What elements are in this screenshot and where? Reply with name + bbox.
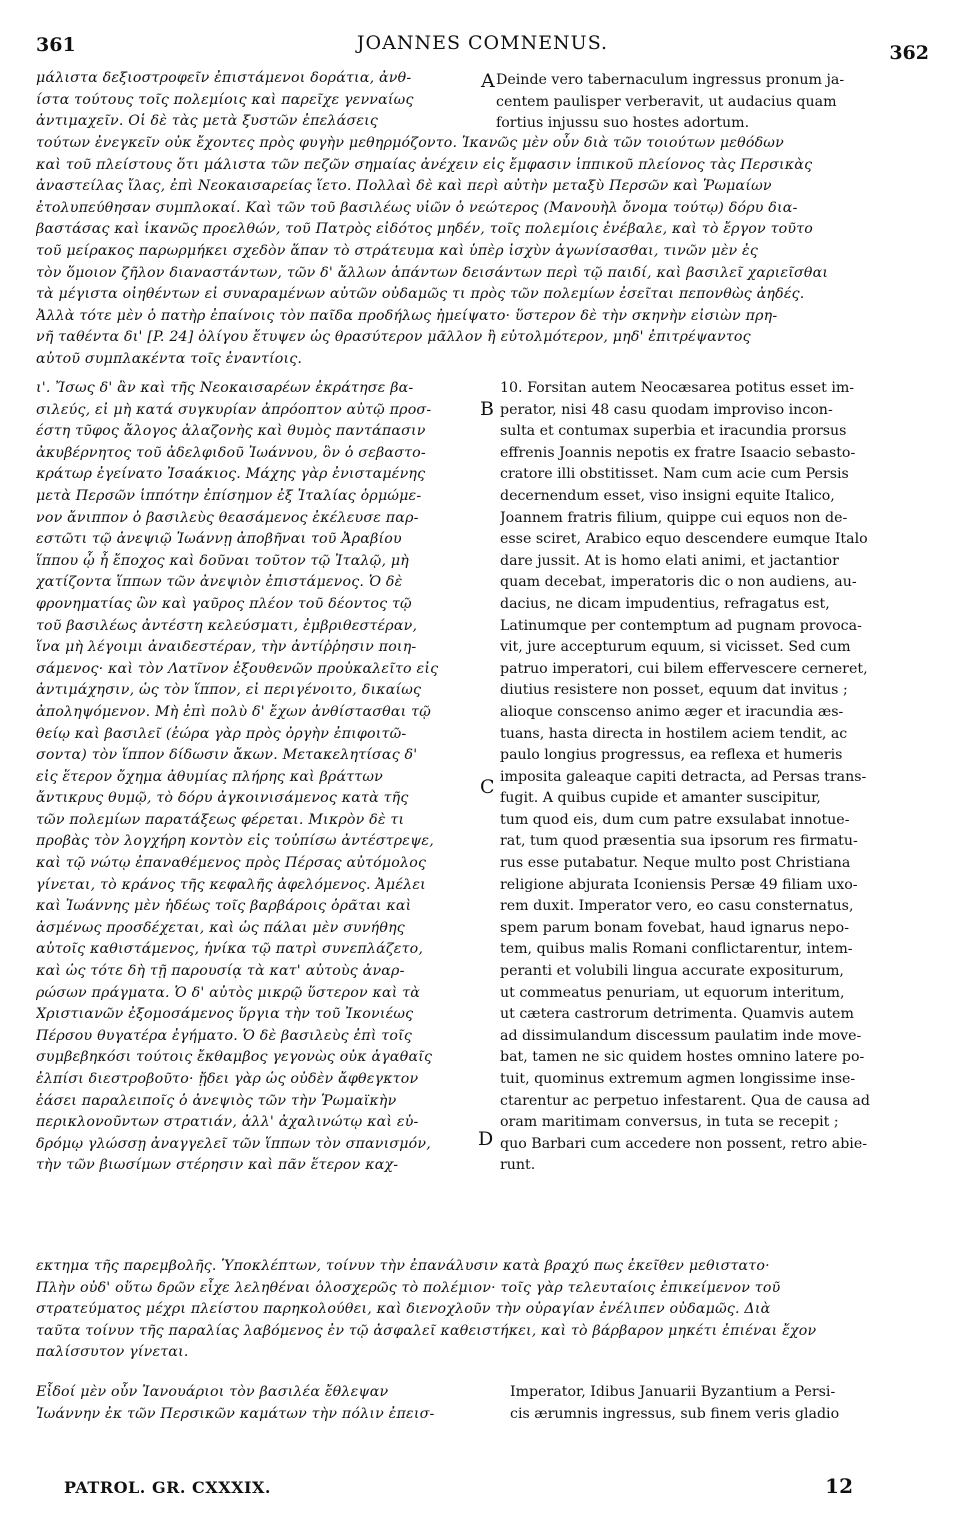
text-line: αὐτοῦ συμπλακέντα τοῖς ἐναντίοις. — [36, 350, 303, 367]
text-line: περικλονοῦντων στρατιάν, ἀλλ' ἀχαλινώτῳ καὶ εὐ- — [36, 1114, 419, 1131]
text-line: ctarentur ac perpetuo infestarent. Qua de causa ad — [500, 1092, 870, 1109]
running-title: JOANNES COMNENUS. — [356, 32, 609, 54]
text-line: Εἶδοί μὲν οὖν Ἰανουάριοι τὸν βασιλέα ἔθλεψαν — [36, 1384, 389, 1400]
text-line: esse sciret, Arabico equo descendere eumque Italo — [500, 531, 868, 548]
page-footer — [64, 1474, 853, 1508]
text-line: vit, jure accepturum equum, si vicisset. Sed cum — [500, 639, 851, 656]
latin-text-bottom — [510, 1382, 934, 1425]
text-line: quo Barbari cum accedere non possent, retro abie- — [500, 1135, 868, 1152]
section-marker-c: C — [480, 776, 495, 798]
text-line: fugit. A quibus cupide et amanter suscipitur, — [500, 790, 821, 807]
text-line: alioque conscenso animo æger et iracundia æs- — [500, 703, 844, 720]
text-line: ἀκυβέρνητος τοῦ ἀδελφιδοῦ Ἰωάννου, ὃν ὁ σεβαστο- — [36, 444, 426, 461]
text-line: σάμενος· καὶ τὸν Λατῖνον ἐξουθενῶν προὐκαλεῖτο εἰς — [36, 660, 439, 677]
text-line: γίνεται, τὸ κράνος τῆς κεφαλῆς ἀφελόμενος. Ἀμέλει — [36, 876, 426, 893]
text-line: Ἰωάννην ἐκ τῶν Περσικῶν καμάτων τὴν πόλιν ἐπεισ- — [36, 1405, 435, 1422]
text-line: σιλεύς, εἰ μὴ κατά συγκυρίαν ἀπρόοπτον αὐτῷ προσ- — [36, 401, 432, 418]
text-line: μάλιστα δεξιοστροφεῖν ἐπιστάμενοι δοράτια, ἀνθ- — [36, 70, 412, 86]
text-line: imposita galeaque capiti detracta, ad Persas trans- — [500, 768, 867, 785]
text-line: νῆ ταθέντα δι' [P. 24] ὀλίγου ἔτυψεν ὡς θρασύτερον μᾶλλον ἢ εὐτολμότερον, μηδ' ἐπιτρέψαντος — [36, 329, 751, 346]
text-line: tem, quibus malis Romani conflictarentur, intem- — [500, 941, 853, 958]
text-line: decernendum esset, viso insigni equite Italico, — [500, 487, 835, 504]
text-line: Χριστιανῶν ἐξομοσάμενος ὕργια τὴν τοῦ Ἰκονιέως — [36, 1006, 414, 1023]
greek-text-full-width-2 — [36, 1256, 932, 1364]
text-line: 10. Forsitan autem Neocæsarea potitus esset im- — [500, 380, 855, 396]
greek-text-full-width-1 — [36, 133, 932, 371]
text-line: sulta et contumax superbia et iracundia prorsus — [500, 423, 847, 440]
text-line: tuit, quominus extremum agmen longissime inse- — [500, 1071, 856, 1087]
text-line: dacius, ne dicam impudentius, refragatus est, — [500, 595, 830, 612]
footer-signature: PATROL. GR. CXXXIX. — [64, 1478, 271, 1497]
text-line: diutius resistere non posset, equum dat invitus ; — [500, 682, 848, 699]
text-line: runt. — [500, 1157, 536, 1174]
text-line: perator, nisi 48 casu quodam improviso incon- — [500, 401, 833, 418]
text-line: ταῦτα τοίνυν τῆς παραλίας λαβόμενος ἐν τῷ ἀσφαλεῖ καθειστήκει, καὶ τὸ βάρβαρον μηκέτι ἐπιέναι ἔχον — [36, 1322, 817, 1339]
text-line: προβὰς τὸν λογχήρη κοντὸν εἰς τοὐπίσω ἀντέστρεψε, — [36, 833, 434, 850]
text-line: religione abjurata Iconiensis Persæ 49 filiam uxo- — [500, 876, 858, 893]
text-line: ἀποληψόμενον. Μὴ ἐπὶ πολὺ δ' ἔχων ἀνθίστασθαι τῷ — [36, 703, 431, 720]
text-line: ἀντιμάχησιν, ὡς τὸν ἵππον, εἰ περιγένοιτο, δικαίως — [36, 682, 422, 699]
text-line: patruo imperatori, cui bilem effervescere cerneret, — [500, 660, 868, 677]
greek-text-column — [36, 378, 480, 1177]
text-line: χατίζοντα ἵππων τῶν ἀνεψιὸν ἐπιστάμενος. Ὁ δὲ — [36, 574, 403, 591]
text-line: θείῳ καὶ βασιλεῖ (ἑώρα γὰρ πρὸς ὀργὴν ἐπιφοιτῶ- — [36, 725, 407, 742]
text-line: centem paulisper verberavit, ut audacius quam — [496, 93, 837, 110]
text-line: φρονηματίας ὢν καὶ γαῦρος πλέον τοῦ δέοντος τῷ — [36, 595, 412, 612]
text-line: ἐτολυπεύθησαν συμπλοκαί. Καὶ τῶν τοῦ βασιλέως υἱῶν ὁ νεώτερος (Μανουὴλ ὄνομα τούτῳ) δόρυ δια- — [36, 199, 798, 216]
text-line: rus esse putabatur. Neque multo post Christiana — [500, 855, 851, 872]
text-line: tuans, hasta directa in hostilem aciem tendit, ac — [500, 725, 848, 742]
text-line: effrenis Joannis nepotis ex fratre Isaacio sebasto- — [500, 444, 856, 461]
text-line: Deinde vero tabernaculum ingressus pronum ja- — [496, 72, 845, 88]
text-line: bat, tamen ne sic quidem hostes omnino latere po- — [500, 1049, 865, 1066]
text-line: τοῦ μείρακος παρωρμήκει σχεδὸν ἅπαν τὸ στράτευμα καὶ ὑπὲρ ἰσχὺν ἀγωνίσασθαι, τινῶν μὲν ἐς — [36, 242, 759, 259]
text-line: oram maritimam conversus, in tuta se recepit ; — [500, 1114, 839, 1131]
text-line: ut cætera castrorum detrimenta. Quamvis autem — [500, 1006, 854, 1023]
footer-sheet-number: 12 — [825, 1474, 853, 1498]
text-line: Imperator, Idibus Januarii Byzantium a Persi- — [510, 1384, 836, 1400]
text-line: τὴν τῶν βιωσίμων στέρησιν καὶ πᾶν ἕτερον καχ- — [36, 1157, 399, 1174]
text-line: τοῦ βασιλέως ἀντέστη κελεύσματι, ἐμβριθεστέραν, — [36, 617, 418, 634]
latin-text-top — [496, 70, 934, 135]
text-line: καὶ ὡς τότε δὴ τῇ παρουσίᾳ τὰ κατ' αὐτοὺς ἀναρ- — [36, 963, 405, 980]
text-line: dare jussit. At is homo elati animi, et jactantior — [500, 552, 839, 569]
text-line: cratore illi obstitisset. Nam cum acie cum Persis — [500, 466, 849, 483]
latin-text-column — [500, 378, 934, 1177]
text-line: ut commeatus penuriam, ut equorum interitum, — [500, 984, 845, 1001]
text-line: εἰς ἕτερον ὄχημα ἀθυμίας πλήρης καὶ βράττων — [36, 768, 383, 785]
text-line: συμβεβηκόσι τούτοις ἔκθαμβος γεγονὼς οὐκ ἀγαθαῖς — [36, 1049, 433, 1066]
text-line: ἵνα μὴ λέγοιμι ἀναιδεστέραν, τὴν ἀντίῤῥησιν ποιη- — [36, 639, 417, 656]
text-line: ad dissimulandum discessum paulatim inde move- — [500, 1027, 862, 1044]
text-line: παλίσσυτον γίνεται. — [36, 1344, 189, 1361]
left-page-number: 361 — [36, 34, 76, 56]
greek-text-bottom — [36, 1382, 480, 1425]
text-line: στρατεύματος μέχρι πλείστου παρηκολούθει, καὶ διενοχλοῦν τὴν οὐραγίαν ἐνέλιπεν οὐδαμῶς. Διὰ — [36, 1301, 771, 1318]
text-line: ι'. Ἴσως δ' ἂν καὶ τῆς Νεοκαισαρέων ἐκράτησε βα- — [36, 380, 414, 396]
greek-text-top — [36, 68, 480, 133]
text-line: Ἀλλὰ τότε μὲν ὁ πατὴρ ἐπαίνοις τὸν παῖδα προδήλως ἠμείψατο· ὕστερον δὲ τὴν σκηνὴν εἰσιὼν πρη- — [36, 307, 778, 324]
text-line: rat, tum quod præsentia sua ipsorum res firmatu- — [500, 833, 858, 850]
text-line: tum quod eis, dum cum patre exsulabat innotue- — [500, 811, 850, 828]
text-line: spem parum bonam fovebat, haud ignarus nepo- — [500, 919, 849, 936]
text-line: Πέρσου θυγατέρα ἐγήματο. Ὁ δὲ βασιλεὺς ἐπὶ τοῖς — [36, 1027, 413, 1044]
text-line: καὶ τῷ νώτῳ ἐπαναθέμενος πρὸς Πέρσας αὐτόμολος — [36, 855, 427, 872]
section-marker-b: B — [480, 398, 494, 420]
text-line: quam decebat, imperatoris dic o non audiens, au- — [500, 574, 857, 591]
text-line: ἵππου ᾧ ἦ ἔποχος καὶ δοῦναι τοῦτον τῷ Ἰταλῷ, μὴ — [36, 552, 409, 569]
text-line: peranti et volubili lingua accurate expositurum, — [500, 963, 844, 980]
text-line: ἀσμένως προσδέχεται, καὶ ὡς πάλαι μὲν συνήθης — [36, 919, 405, 936]
text-line: καὶ Ἰωάννης μὲν ἡδέως τοῖς βαρβάροις ὁρᾶται καὶ — [36, 898, 412, 915]
text-line: μετὰ Περσῶν ἱππότην ἐπίσημον ἐξ Ἰταλίας ὁρμώμε- — [36, 487, 422, 504]
text-line: εστῶτι τῷ ἀνεψιῷ Ἰωάννῃ ἀποβῆναι τοῦ Ἀραβίου — [36, 531, 402, 548]
text-line: τὸν ὅμοιον ζῆλον διαναστάντων, τῶν δ' ἄλλων ἁπάντων δεισάντων περὶ τῷ παιδί, καὶ βασιλεῖ χαριεῖσθαι — [36, 264, 829, 281]
text-line: έστη τῦφος ἄλογος ἀλαζονὴς καὶ θυμὸς παντάπασιν — [36, 423, 426, 440]
text-line: Latinumque per contemptum ad pugnam provoca- — [500, 617, 862, 634]
text-line: ρώσων πράγματα. Ὁ δ' αὐτὸς μικρῷ ὕστερον καὶ τὰ — [36, 984, 421, 1001]
text-line: νον ἄνιππον ὁ βασιλεὺς θεασάμενος ἐκέλευσε παρ- — [36, 509, 419, 526]
section-marker-d: D — [478, 1128, 494, 1150]
text-line: Joannem fratris filium, quippe cui equos non de- — [500, 509, 848, 526]
text-line: κράτωρ ἐγείνατο Ἰσαάκιος. Μάχης γὰρ ἐνισταμένης — [36, 466, 426, 483]
right-page-number: 362 — [889, 42, 929, 64]
text-line: ἐλπίσι διεστροβοῦτο· ᾔδει γὰρ ὡς οὐδὲν ἄφθεγκτον — [36, 1071, 419, 1087]
text-line: cis ærumnis ingressus, sub finem veris gladio — [510, 1405, 840, 1422]
text-line: τῶν πολεμίων παρατάξεως φέρεται. Μικρὸν δὲ τι — [36, 811, 405, 828]
text-line: σοντα) τὸν ἵππον δίδωσιν ἄκων. Μετακελητίσας δ' — [36, 747, 418, 764]
text-line: τὰ μέγιστα οἰηθέντων εἰ συναραμένων αὐτῶν οὐδαμῶς τι πρὸς τῶν πολεμίων ἐσεῖται πεπονθὼς ἀηδές. — [36, 286, 805, 303]
text-line: Πλὴν οὐδ' οὕτω δρῶν εἶχε λεληθέναι ὁλοσχερῶς τὸ πολέμιον· τοῖς γὰρ τελευταίοις ἐπικείμενον τοῦ — [36, 1279, 781, 1296]
text-line: ἀντιμαχεῖν. Οἱ δὲ τὰς μετὰ ξυστῶν ἐπελάσεις — [36, 113, 379, 130]
text-line: αὐτοῖς καθιστάμενος, ἡνίκα τῷ πατρὶ συνεπλάζετο, — [36, 941, 424, 958]
text-line: ἄντικρυς θυμῷ, τὸ δόρυ ἀγκοινισάμενος κατὰ τῆς — [36, 790, 409, 807]
text-line: καὶ τοῦ πλείστους ὅτι μάλιστα τῶν πεζῶν σημαίας ἀνέχειν εἰς ἔμφασιν ἱππικοῦ πλείονος τὰς Περσικὰς — [36, 156, 813, 173]
running-header — [36, 28, 929, 62]
text-line: ἐάσει παραλειποῖς ὁ ἀνεψιὸς τῶν τὴν Ῥωμαϊκὴν — [36, 1092, 397, 1109]
text-line: ίστα τούτους τοῖς πολεμίοις καὶ παρεῖχε γενναίως — [36, 91, 414, 108]
text-line: εκτημα τῆς παρεμβολῆς. Ὑποκλέπτων, τοίνυν τὴν ἐπανάλυσιν κατὰ βραχύ πως ἐκεῖθεν μεθιστατο· — [36, 1258, 770, 1274]
text-line: τούτων ἐνεγκεῖν οὐκ ἔχοντες πρὸς φυγὴν μεθηρμόζοντο. Ἱκανῶς μὲν οὖν διὰ τῶν τοιούτων μεθόδων — [36, 135, 784, 151]
text-line: rem duxit. Imperator vero, eo casu consternatus, — [500, 898, 854, 915]
text-line: βαστάσας καὶ ἱκανῶς προελθών, τοῦ Πατρὸς εἰδότος μηδέν, τοῖς πολεμίοις ἐνέβαλε, καὶ τὸ ἔργον τοῦτο — [36, 221, 813, 238]
section-marker-a: A — [481, 70, 495, 92]
text-line: paulo longius progressus, ea reflexa et humeris — [500, 747, 843, 764]
text-line: δρόμῳ γλώσσῃ ἀναγγελεῖ τῶν ἵππων τὸν σπανισμόν, — [36, 1135, 431, 1152]
text-line: fortius injussu suo hostes adortum. — [496, 115, 750, 132]
text-line: ἀναστείλας ἴλας, ἐπὶ Νεοκαισαρείας ἵετο. Πολλαὶ δὲ καὶ περὶ αὐτὴν μεταξὺ Περσῶν καὶ Ῥωμαίων — [36, 178, 772, 195]
